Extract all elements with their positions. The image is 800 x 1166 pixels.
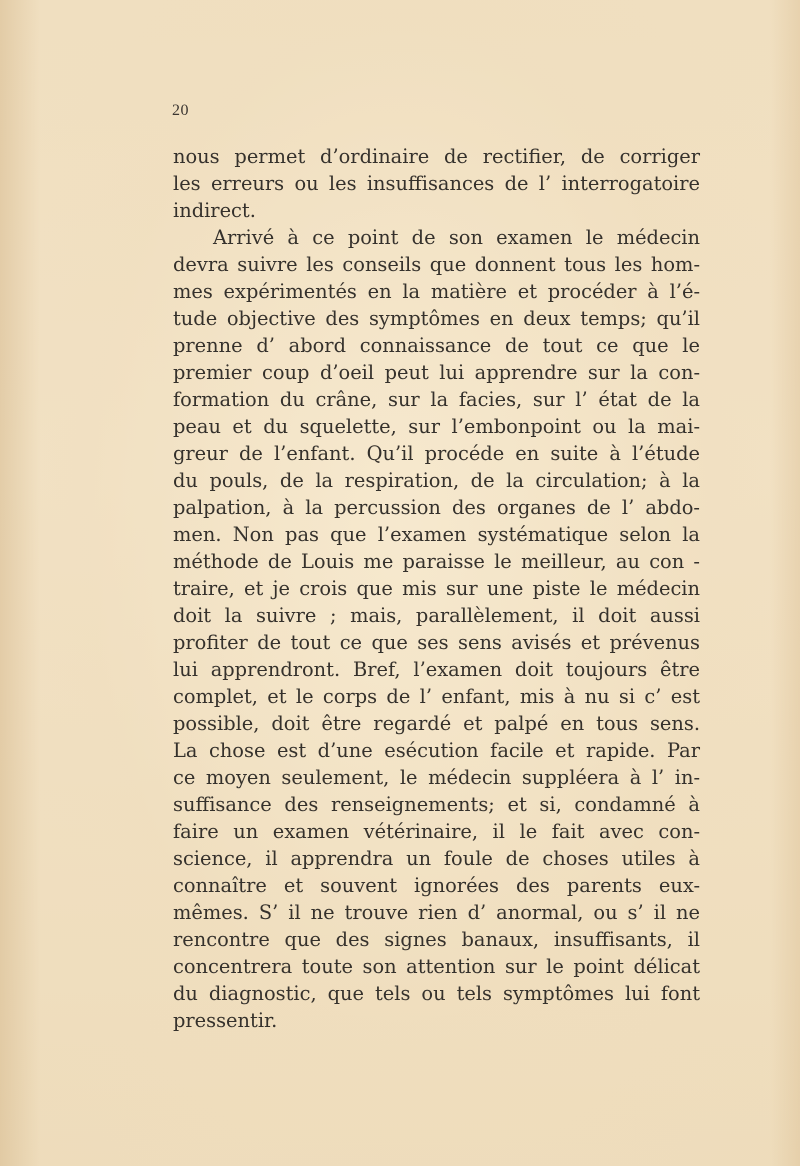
text-line: profiter de tout ce que ses sens avisés et prévenus: [173, 631, 700, 654]
text-line: du pouls, de la respiration, de la circulation; à la: [173, 469, 700, 492]
text-line: connaître et souvent ignorées des parents eux-: [173, 874, 700, 897]
text-line: tude objective des symptômes en deux temps; qu’il: [173, 307, 700, 330]
text-line: ce moyen seulement, le médecin suppléera à l’ in-: [173, 766, 700, 789]
text-line: pressentir.: [173, 1009, 278, 1032]
text-line: nous permet d’ordinaire de rectifier, de corriger: [173, 145, 700, 168]
text-line: prenne d’ abord connaissance de tout ce que le: [173, 334, 700, 357]
text-line: mes expérimentés en la matière et procéder à l’é-: [173, 280, 700, 303]
text-line: faire un examen vétérinaire, il le fait avec con-: [173, 820, 700, 843]
text-line: indirect.: [173, 199, 256, 222]
text-line: palpation, à la percussion des organes de l’ abdo-: [173, 496, 700, 519]
text-line: peau et du squelette, sur l’embonpoint ou la mai-: [173, 415, 700, 438]
page-number: 20: [172, 102, 189, 119]
text-line: suffisance des renseignements; et si, condamné à: [173, 793, 700, 816]
body-text: [173, 143, 700, 1034]
text-line: lui apprendront. Bref, l’examen doit toujours être: [173, 658, 700, 681]
text-line: mêmes. S’ il ne trouve rien d’ anormal, ou s’ il ne: [173, 901, 700, 924]
text-line: devra suivre les conseils que donnent tous les hom-: [173, 253, 700, 276]
text-line: méthode de Louis me paraisse le meilleur, au con -: [173, 550, 700, 573]
text-line: science, il apprendra un foule de choses utiles à: [173, 847, 700, 870]
text-line: traire, et je crois que mis sur une piste le médecin: [173, 577, 700, 600]
text-line: concentrera toute son attention sur le point délicat: [173, 955, 700, 978]
text-line: premier coup d’oeil peut lui apprendre sur la con-: [173, 361, 700, 384]
text-line: men. Non pas que l’examen systématique selon la: [173, 523, 700, 546]
text-line: du diagnostic, que tels ou tels symptômes lui font: [173, 982, 700, 1005]
text-line: doit la suivre ; mais, parallèlement, il doit aussi: [173, 604, 700, 627]
text-line: La chose est d’une esécution facile et rapide. Par: [173, 739, 700, 762]
text-line: possible, doit être regardé et palpé en tous sens.: [173, 712, 700, 735]
text-line: formation du crâne, sur la facies, sur l’ état de la: [173, 388, 700, 411]
text-line: les erreurs ou les insuffisances de l’ interrogatoire: [173, 172, 700, 195]
text-line: Arrivé à ce point de son examen le médecin: [213, 226, 700, 249]
text-line: greur de l’enfant. Qu’il procéde en suite à l’étude: [173, 442, 700, 465]
text-line: complet, et le corps de l’ enfant, mis à nu si c’ est: [173, 685, 700, 708]
text-line: rencontre que des signes banaux, insuffisants, il: [173, 928, 700, 951]
